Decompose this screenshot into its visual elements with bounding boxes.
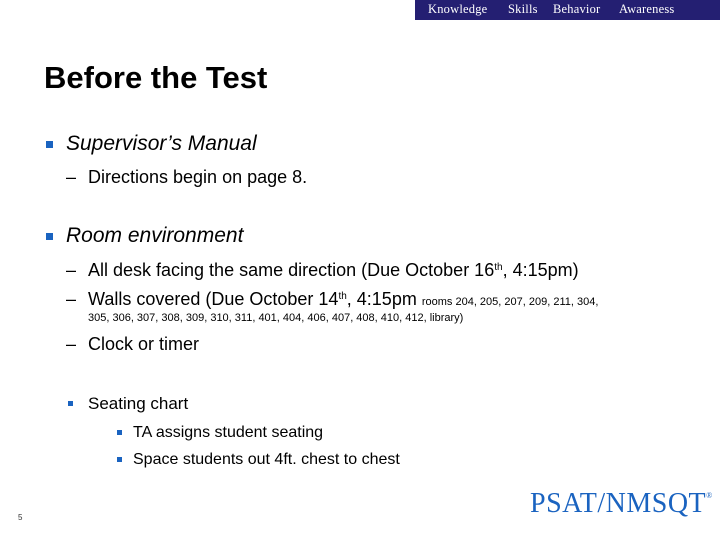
nav-item-awareness[interactable]: Awareness <box>619 2 675 16</box>
nav-item-knowledge[interactable]: Knowledge <box>428 2 488 16</box>
seating-item-space: Space students out 4ft. chest to chest <box>133 451 400 468</box>
page-number: 5 <box>18 513 23 522</box>
bullet-square-icon <box>46 141 53 148</box>
bullet-square-icon <box>46 233 53 240</box>
psat-nmsqt-logo: PSAT/NMSQT® <box>530 488 713 519</box>
manual-directions-text: Directions begin on page 8. <box>88 167 308 187</box>
dash-bullet-icon: – <box>66 260 77 280</box>
slide-title: Before the Test <box>44 60 268 95</box>
nav-item-behavior[interactable]: Behavior <box>553 2 601 16</box>
walls-covered-text: Walls covered (Due October 14th, 4:15pm rooms 204, 205, 207, 209, 211, 304, <box>88 289 599 309</box>
clock-timer-text: Clock or timer <box>88 334 200 354</box>
nav-item-skills[interactable]: Skills <box>508 2 538 16</box>
top-nav-bar <box>0 0 720 20</box>
seating-chart-label: Seating chart <box>88 394 189 413</box>
dash-bullet-icon: – <box>66 334 77 354</box>
dash-bullet-icon: – <box>66 289 77 309</box>
section-heading-manual: Supervisor’s Manual <box>66 132 257 155</box>
walls-rooms-continued: 305, 306, 307, 308, 309, 310, 311, 401, 404, 406, 407, 408, 410, 412, library) <box>88 312 464 324</box>
dash-bullet-icon: – <box>66 167 77 187</box>
bullet-square-icon <box>117 430 122 435</box>
bullet-square-icon <box>68 401 73 406</box>
desk-direction-text: All desk facing the same direction (Due October 16th, 4:15pm) <box>88 260 579 280</box>
seating-item-ta: TA assigns student seating <box>133 424 324 441</box>
bullet-square-icon <box>117 457 122 462</box>
section-heading-room: Room environment <box>66 224 244 247</box>
